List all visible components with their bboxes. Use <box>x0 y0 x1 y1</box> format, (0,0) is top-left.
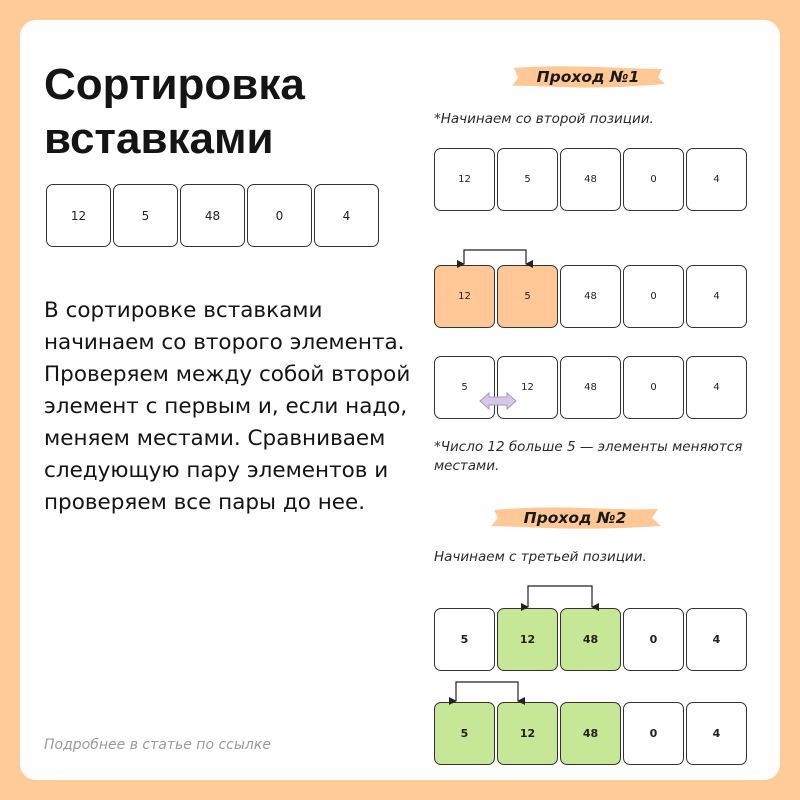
footer-link-text: Подробнее в статье по ссылке <box>44 737 271 753</box>
array-cell: 4 <box>686 608 747 671</box>
array-cell: 12 <box>497 356 558 419</box>
main-array-cell: 0 <box>247 184 312 247</box>
array-cell-compared: 5 <box>497 265 558 328</box>
array-cell: 5 <box>497 148 558 211</box>
pass1-step2-array <box>434 265 749 328</box>
main-array-cell: 12 <box>46 184 111 247</box>
array-cell-compared: 12 <box>497 608 558 671</box>
array-cell: 48 <box>560 265 621 328</box>
array-cell: 0 <box>623 608 684 671</box>
array-cell: 0 <box>623 265 684 328</box>
array-cell: 0 <box>623 356 684 419</box>
title-line-2: вставками <box>44 114 274 163</box>
array-cell-compared: 12 <box>434 265 495 328</box>
pass2-label: Проход №2 <box>523 509 627 527</box>
compare-arrow <box>456 682 518 701</box>
array-cell-compared: 5 <box>434 702 495 765</box>
pass2-note: Начинаем с третьей позиции. <box>434 549 647 565</box>
main-array <box>46 184 381 247</box>
pass2-step2-array <box>434 702 749 765</box>
pass2-step1-array <box>434 608 749 671</box>
pass1-note: *Начинаем со второй позиции. <box>434 111 654 127</box>
card <box>20 20 780 780</box>
pass1-badge <box>508 64 668 90</box>
page-title <box>44 58 424 166</box>
compare-arrow <box>528 586 592 607</box>
pass1-step1-array <box>434 148 749 211</box>
title-line-1: Сортировка <box>44 60 305 109</box>
array-cell: 12 <box>434 148 495 211</box>
array-cell: 48 <box>560 148 621 211</box>
array-cell: 5 <box>434 356 495 419</box>
pass2-badge <box>486 505 664 531</box>
array-cell: 4 <box>686 702 747 765</box>
array-cell: 4 <box>686 148 747 211</box>
array-cell-sorted: 48 <box>560 702 621 765</box>
array-cell: 4 <box>686 265 747 328</box>
main-array-cell: 48 <box>180 184 245 247</box>
main-array-cell: 4 <box>314 184 379 247</box>
pass1-result-note: *Число 12 больше 5 — элементы меняются местами. <box>434 439 743 474</box>
array-cell-compared: 12 <box>497 702 558 765</box>
array-cell-compared: 48 <box>560 608 621 671</box>
compare-arrow <box>464 250 526 264</box>
array-cell: 48 <box>560 356 621 419</box>
main-array-cell: 5 <box>113 184 178 247</box>
array-cell: 4 <box>686 356 747 419</box>
array-cell: 0 <box>623 148 684 211</box>
pass1-label: Проход №1 <box>536 68 640 86</box>
array-cell: 5 <box>434 608 495 671</box>
description-text: В сортировке вставками начинаем со второго элемента. Проверяем между собой второй элемент с первым и, если надо, меняем местами. Сравниваем следующую пару элементов и проверяем все пары до нее. <box>44 298 411 515</box>
swap-arrow-icon <box>479 391 517 411</box>
array-cell: 0 <box>623 702 684 765</box>
